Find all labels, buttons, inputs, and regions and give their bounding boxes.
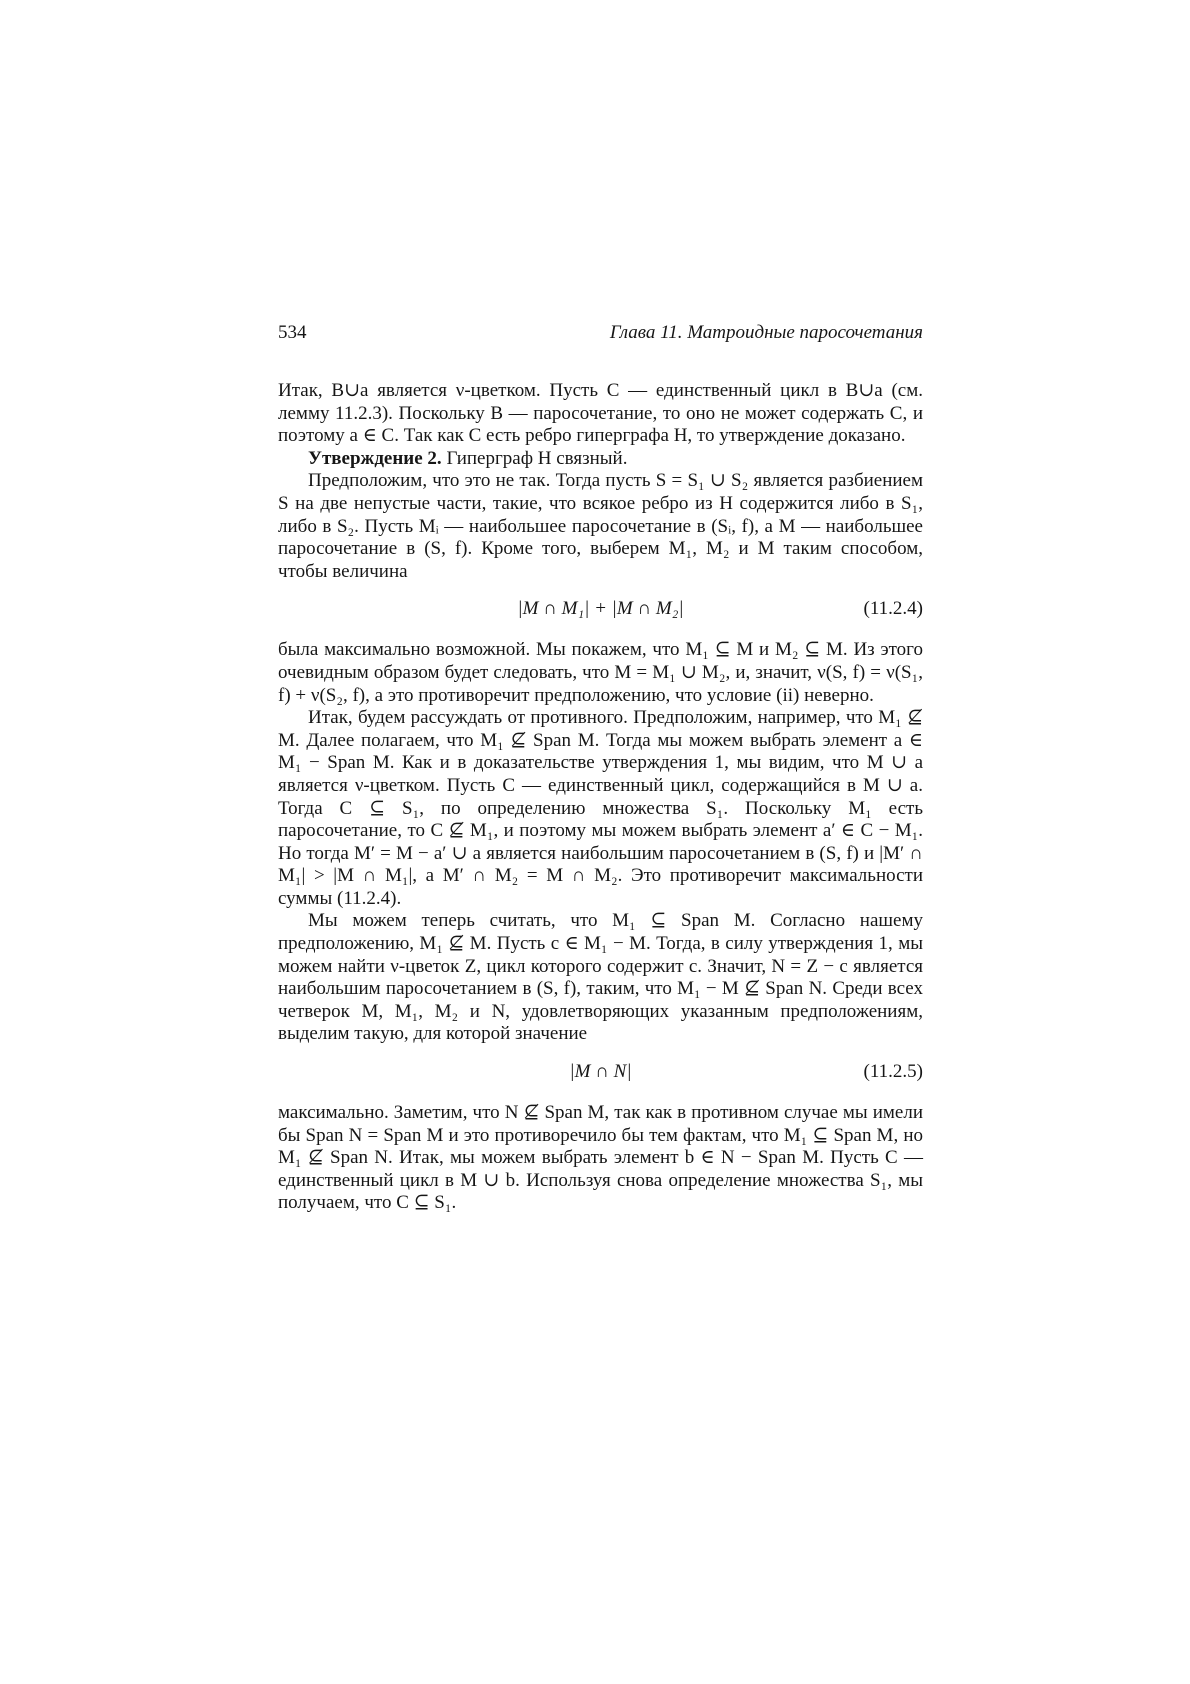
claim-label: Утверждение 2. <box>308 447 442 469</box>
paragraph-7: максимально. Заметим, что N ⊈ Span M, так как в противном случае мы имели бы Span N = Span M и это противоречило бы тем фактам, что M₁ ⊆ Span M, но M₁ ⊈ Span N. Итак, мы можем выбрать элемент b ∈ N − Span M. Пусть C — единственный цикл в M ∪ b. Используя снова определение множества S₁, мы получаем, что C ⊆ S₁. <box>278 1102 923 1214</box>
running-title: Глава 11. Матроидные паросочетания <box>609 322 923 343</box>
paragraph-3: Предположим, что это не так. Тогда пусть S = S₁ ∪ S₂ является разбиением S на две непустые части, такие, что всякое ребро из H содержится либо в S₁, либо в S₂. Пусть Mᵢ — наибольшее паросочетание в (Sᵢ, f), а M — наибольшее паросочетание в (S, f). Кроме того, выберем M₁, M₂ и M таким способом, чтобы величина <box>278 470 923 582</box>
equation-11-2-4 <box>278 597 923 621</box>
equation-formula: |M ∩ M₁| + |M ∩ M₂| <box>517 598 684 620</box>
body-text <box>278 380 923 1215</box>
paragraph-5: Итак, будем рассуждать от противного. Предположим, например, что M₁ ⊈ M. Далее полагаем, что M₁ ⊈ Span M. Тогда мы можем выбрать элемент a ∈ M₁ − Span M. Как и в доказательстве утверждения 1, мы видим, что M ∪ a является ν-цветком. Пусть C — единственный цикл, содержащийся в M ∪ a. Тогда C ⊆ S₁, по определению множества S₁. Поскольку M₁ есть паросочетание, то C ⊈ M₁, и поэтому мы можем выбрать элемент a′ ∈ C − M₁. Но тогда M′ = M − a′ ∪ a является наибольшим паросочетанием в (S, f) и |M′ ∩ M₁| > |M ∩ M₁|, а M′ ∩ M₂ = M ∩ M₂. Это противоречит максимальности суммы (11.2.4). <box>278 707 923 909</box>
claim-text: Гиперграф H связный. <box>441 447 628 469</box>
equation-number: (11.2.5) <box>863 1060 923 1082</box>
claim-2 <box>278 448 923 471</box>
paragraph-1: Итак, B∪a является ν-цветком. Пусть C — единственный цикл в B∪a (см. лемму 11.2.3). Поскольку B — паросочетание, то оно не может содержать C, и поэтому a ∈ C. Так как C есть ребро гиперграфа H, то утверждение доказано. <box>278 380 923 447</box>
paragraph-4: была максимально возможной. Мы покажем, что M₁ ⊆ M и M₂ ⊆ M. Из этого очевидным образом будет следовать, что M = M₁ ∪ M₂, и, значит, ν(S, f) = ν(S₁, f) + ν(S₂, f), а это противоречит предположению, что условие (ii) неверно. <box>278 639 923 706</box>
equation-formula: |M ∩ N| <box>569 1060 632 1082</box>
page-number: 534 <box>278 322 307 343</box>
equation-11-2-5 <box>278 1060 923 1084</box>
equation-number: (11.2.4) <box>863 598 923 620</box>
page-header <box>278 322 923 344</box>
paragraph-6: Мы можем теперь считать, что M₁ ⊆ Span M. Согласно нашему предположению, M₁ ⊈ M. Пусть c ∈ M₁ − M. Тогда, в силу утверждения 1, мы можем найти ν-цветок Z, цикл которого содержит c. Значит, N = Z − c является наибольшим паросочетанием в (S, f), таким, что M₁ − M ⊈ Span N. Среди всех четверок M, M₁, M₂ и N, удовлетворяющих указанным предположениям, выделим такую, для которой значение <box>278 910 923 1045</box>
